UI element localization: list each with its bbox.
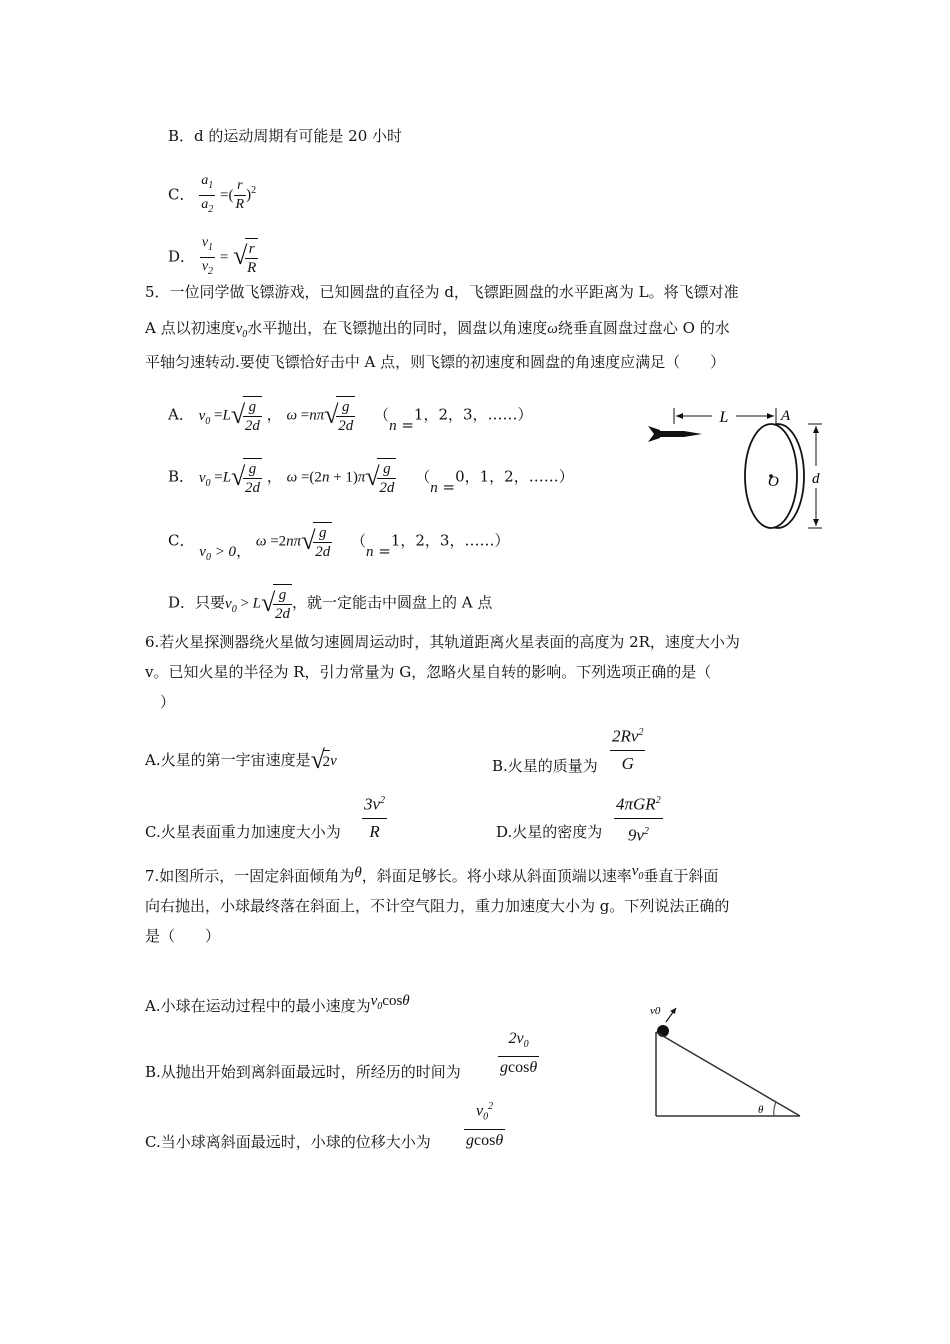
q7-option-a: A.小球在运动过程中的最小速度为$v_0\cos\theta$ [145,993,410,1015]
q4d-lhs-fraction: $\frac{v_1}{v_2}$ [201,235,214,277]
fig-label-v0: v0 [650,1005,661,1017]
q7-line2: 向右抛出，小球最终落在斜面上，不计空气阻力，重力加速度大小为 g。下列说法正确的 [145,897,730,915]
q6-option-c-formula: $\frac{3v^2}{R}$ [362,788,387,845]
q6-option-a: A.火星的第一宇宙速度是√ 2v [145,750,337,772]
q7-option-c-label: C.当小球离斜面最远时，小球的位移大小为 [145,1133,431,1151]
incline-surface [656,1032,800,1116]
q7-option-c-formula: $\frac{v_0^2}{gcos\theta}$ [464,1096,505,1152]
q5-dart-disc-figure [640,400,840,540]
q7-option-b-formula: $\frac{2v_0}{gcos\theta}$ [500,1030,538,1077]
q4c-rhs-fraction: $\frac{r}{R}$ [235,177,245,212]
q6-line1: 6.若火星探测器绕火星做匀速圆周运动时，其轨道距离火星表面的高度为 2R，速度大小为 [145,633,740,651]
fig-label-d: d [812,471,820,487]
q6-option-c-label: C.火星表面重力加速度大小为 [145,823,341,841]
fig-label-a: A [781,408,791,424]
q6-option-d-formula: $\frac{4\pi GR^2}{9v^2}$ [614,788,663,848]
q4d-sqrt: √ $\frac{r}{R}$ [233,238,258,277]
q6-line2: v。已知火星的半径为 R，引力常量为 G，忽略火星自转的影响。下列选项正确的是（ [145,663,712,681]
q5-option-d: D．只要$v_0 > L$ √ $\frac{g}{2d}$ ，就一定能击中圆盘上的 A 点 [168,584,492,623]
q6-line3: ） [160,693,176,711]
q7-line1: 7.如图所示，一固定斜面倾角为θ，斜面足够长。将小球从斜面顶端以速率$v_0$垂直于斜面 [145,863,719,885]
q5-option-c: C． $v_0 > 0$， ω =2nπ √ $\frac{g}{2d}$ （n =1，2，3，……） [168,522,509,561]
q6-option-b-label: B.火星的质量为 [492,757,598,775]
q4c-lhs-fraction: $\frac{a_1}{a_2}$ [201,173,214,215]
q5-line1: 5．一位同学做飞镖游戏，已知圆盘的直径为 d，飞镖距圆盘的水平距离为 L。将飞镖对准 [145,283,739,301]
dart-icon [648,426,702,442]
fig-label-l: L [719,409,729,426]
q5-line2: A 点以初速度$v_0$水平抛出，在飞镖抛出的同时，圆盘以角速度ω绕垂直圆盘过盘心 O 的水 [145,319,730,340]
q5-option-a: A． $v_0 =L$ √ $\frac{g}{2d}$ ， ω =nπ √ $\frac{g}{2d}$ （n =1，2，3，……） [168,396,533,435]
fig-label-theta: θ [758,1104,764,1116]
q5-option-b: B． $v_0 =L$ √ $\frac{g}{2d}$ ， ω =(2n + 1)π √ $\frac{g}{2d}$ （n =0，1，2，……） [168,458,574,497]
q4-option-b: B．d 的运动周期有可能是 20 小时 [168,127,403,145]
fig-label-o: O [768,474,779,490]
ball-icon [657,1025,669,1037]
q5-line3: 平轴匀速转动.要使飞镖恰好击中 A 点，则飞镖的初速度和圆盘的角速度应满足（ ） [145,353,726,371]
q7-option-b-label: B.从抛出开始到离斜面最远时，所经历的时间为 [145,1063,461,1081]
q7-line3: 是（ ） [145,927,221,945]
q4-option-d: D． $\frac{v_1}{v_2}$ = √ $\frac{r}{R}$ [168,234,258,281]
q4-option-c: C． $\frac{a_1}{a_2}$ =( $\frac{r}{R}$ )$^2$ [168,172,256,219]
q6-option-d-label: D.火星的密度为 [496,823,603,841]
q7-incline-figure [640,1000,810,1122]
q6-option-b-formula: $\frac{2Rv^2}{G}$ [610,720,645,777]
